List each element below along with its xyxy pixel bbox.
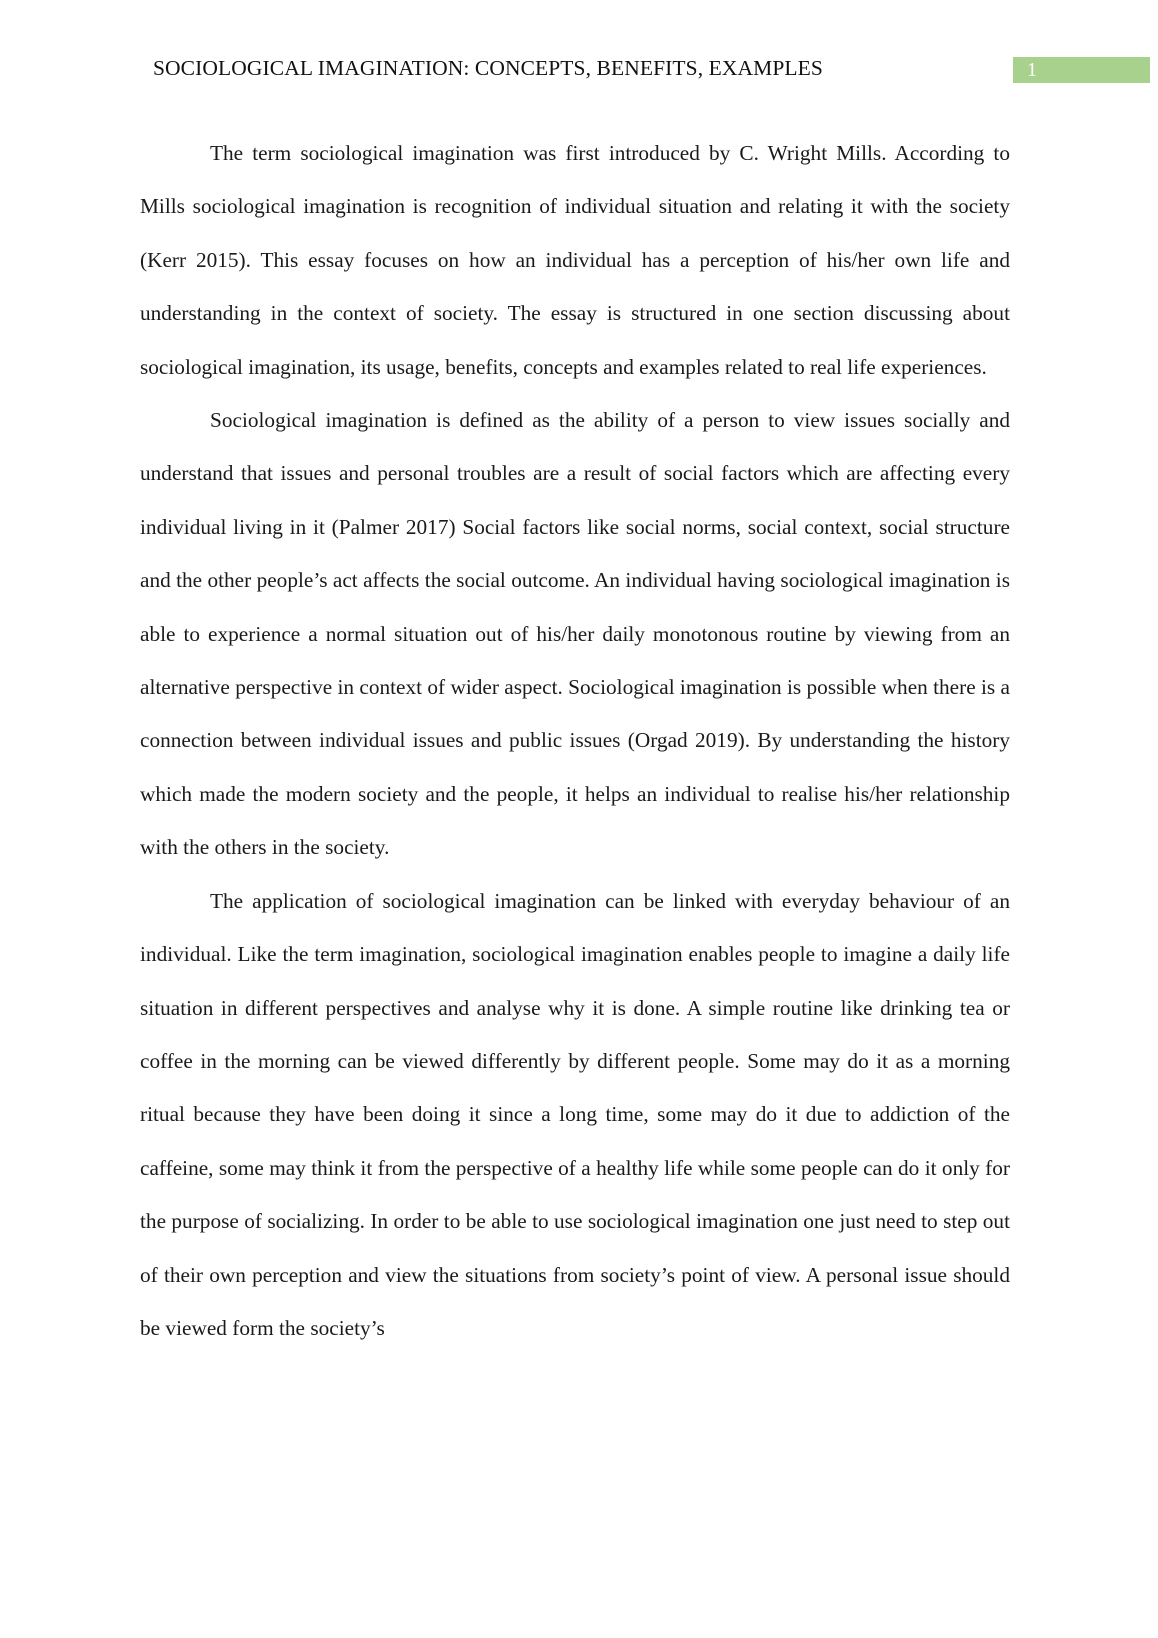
paragraph-application: The application of sociological imagination can be linked with everyday behaviour of an individual. Like the term imagination, sociological imagination enables people to imagine a daily life situation in different perspectives and analyse why it is done. A simple routine like drinking tea or coffee in the morning can be viewed differently by different people. Some may do it as a morning ritual because they have been doing it since a long time, some may do it due to addiction of the caffeine, some may think it from the perspective of a healthy life while some people can do it only for the purpose of socializing. In order to be able to use sociological imagination one just need to step out of their own perception and view the situations from society’s point of view. A personal issue should be viewed form the society’s — [140, 888, 1010, 1340]
running-header-title: SOCIOLOGICAL IMAGINATION: CONCEPTS, BENEFITS, EXAMPLES — [153, 56, 823, 80]
document-body — [140, 127, 1010, 1355]
paragraph-introduction: The term sociological imagination was first introduced by C. Wright Mills. According to Mills sociological imagination is recognition of individual situation and relating it with the society (Kerr 2015). This essay focuses on how an individual has a perception of his/her own life and understanding in the context of society. The essay is structured in one section discussing about sociological imagination, its usage, benefits, concepts and examples related to real life experiences. — [140, 141, 1010, 379]
paragraph-definition: Sociological imagination is defined as the ability of a person to view issues socially and understand that issues and personal troubles are a result of social factors which are affecting every individual living in it (Palmer 2017) Social factors like social norms, social context, social structure and the other people’s act affects the social outcome. An individual having sociological imagination is able to experience a normal situation out of his/her daily monotonous routine by viewing from an alternative perspective in context of wider aspect. Sociological imagination is possible when there is a connection between individual issues and public issues (Orgad 2019). By understanding the history which made the modern society and the people, it helps an individual to realise his/her relationship with the others in the society. — [140, 408, 1010, 860]
page-number-badge: 1 — [1013, 57, 1150, 83]
